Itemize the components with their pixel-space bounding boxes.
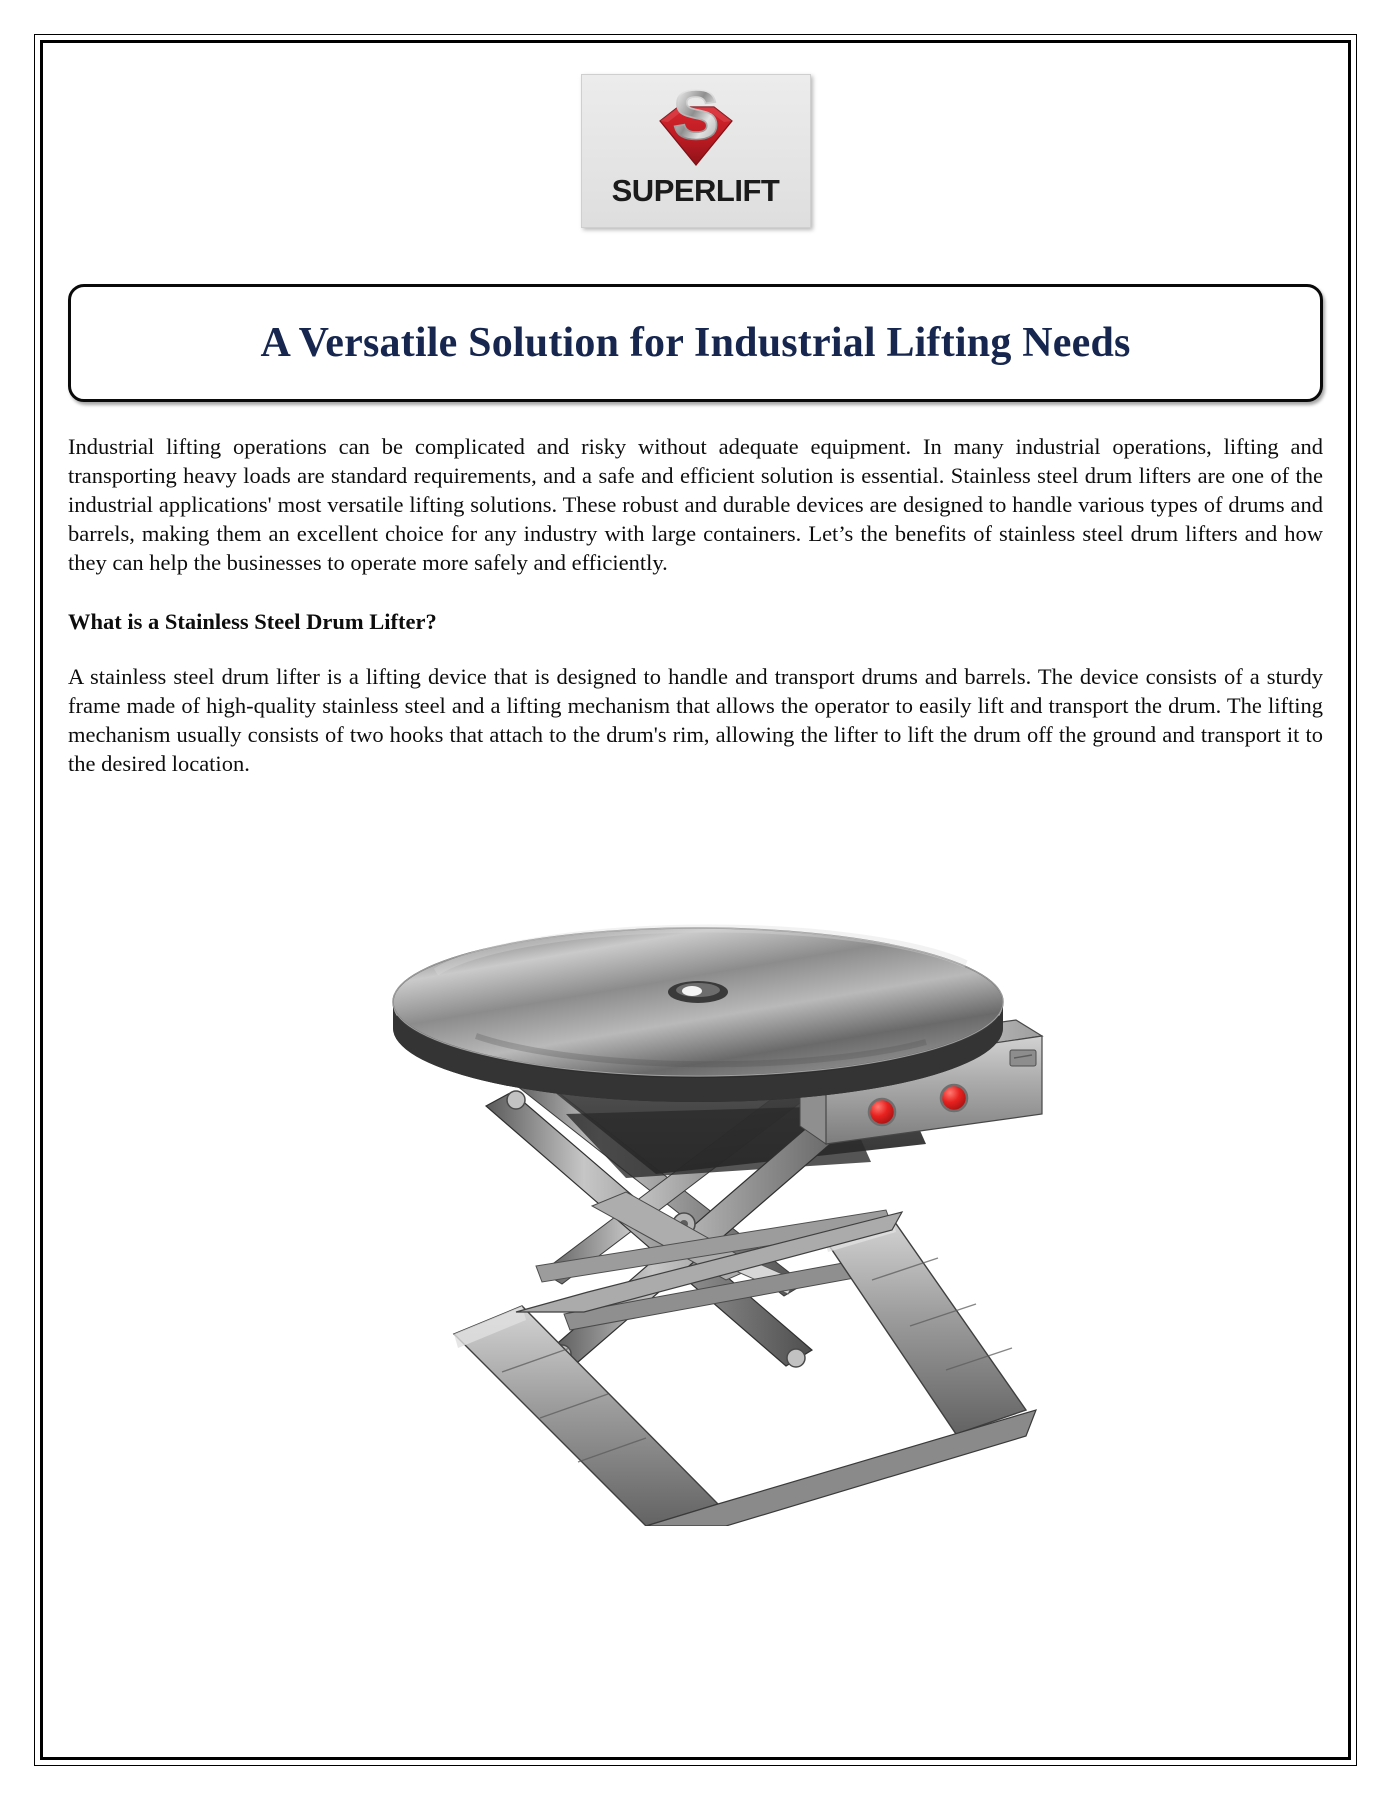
logo-header	[68, 62, 1323, 228]
intro-paragraph: Industrial lifting operations can be complicated and risky without adequate equipment. In many industrial operations, lifting and transporting heavy loads are standard requirements, and a safe and efficient solution is essential. Stainless steel drum lifters are one of the industrial applications' most versatile lifting solutions. These robust and durable devices are designed to handle various types of drums and barrels, making them an excellent choice for any industry with large containers. Let’s the benefits of stainless steel drum lifters and how they can help the businesses to operate more safely and efficiently.	[68, 434, 1323, 575]
superlift-logo	[581, 74, 811, 228]
superlift-shield-icon	[640, 81, 752, 177]
title-banner	[68, 284, 1323, 402]
logo-wordmark: SUPERLIFT	[611, 173, 780, 208]
product-figure	[68, 814, 1323, 1526]
control-button-red-1	[869, 1099, 895, 1125]
page-content	[68, 62, 1323, 1738]
section-heading-what-is: What is a Stainless Steel Drum Lifter?	[68, 609, 437, 634]
definition-paragraph: A stainless steel drum lifter is a lifting device that is designed to handle and transport drums and barrels. The device consists of a sturdy frame made of high-quality stainless steel and a lifting mechanism that allows the operator to easily lift and transport the drum. The lifting mechanism usually consists of two hooks that attach to the drum's rim, allowing the lifter to lift the drum off the ground and transport it to the desired location.	[68, 664, 1323, 776]
drum-lifter-photo	[326, 814, 1066, 1526]
control-button-red-2	[941, 1085, 967, 1111]
page-title: A Versatile Solution for Industrial Lifting Needs	[260, 320, 1131, 366]
svg-text:S: S	[672, 81, 719, 154]
